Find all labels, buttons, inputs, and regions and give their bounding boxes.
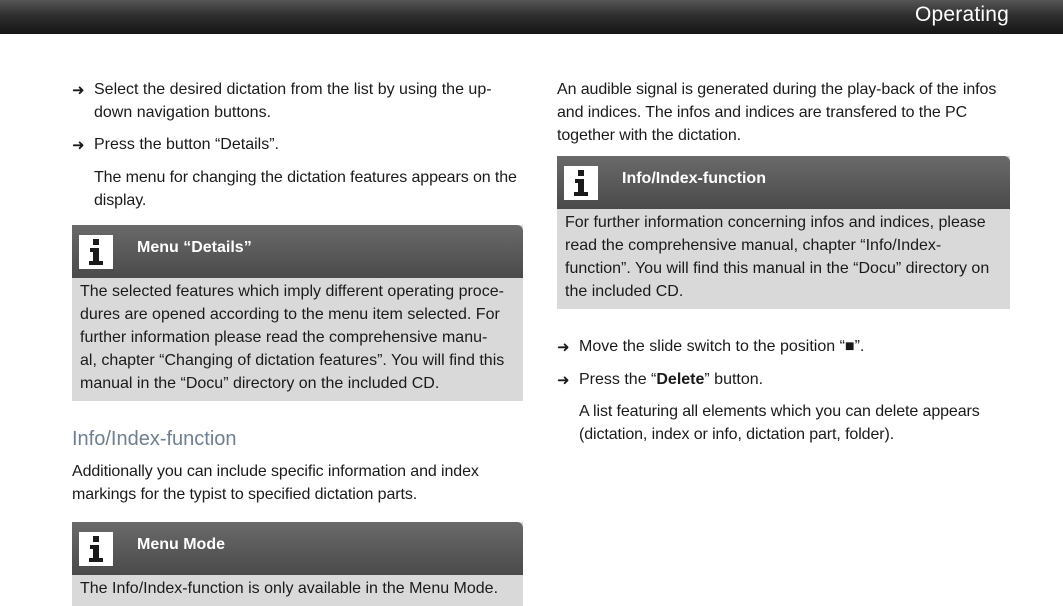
infobox-line: function”. You will find this manual in the “Docu” directory on [565,260,990,277]
paragraph-line: and indices. The infos and indices are transfered to the PC [557,104,968,121]
step-press-delete [557,368,1010,391]
infobox-line: the included CD. [565,283,684,300]
step-select-dictation [72,78,523,124]
step-text-prefix: Press the “ [579,371,657,388]
delete-label: Delete [656,371,705,388]
arrow-icon: ➜ [557,372,570,389]
paragraph-line: A list featuring all elements which you can delete appears [579,403,980,420]
infobox-body [72,278,523,401]
infobox-line: read the comprehensive manual, chapter “Info/Index- [565,237,942,254]
paragraph-line: An audible signal is generated during the play-back of the infos [557,81,997,98]
infobox-header [72,225,523,278]
step-text: Press the button “Details”. [94,136,279,153]
infobox-body [557,209,1010,309]
info-icon [564,166,598,200]
intro-paragraph [557,78,1010,147]
left-column [72,78,523,606]
infobox-header [557,156,1010,209]
section-heading: Info/Index-function [72,428,237,450]
page-section-title: Operating [914,3,1009,26]
step-result [557,400,1010,446]
infobox-line: al, chapter “Changing of dictation features”. You will find this [80,352,505,369]
step-text: Move the slide switch to the position “■”. [579,338,865,355]
infobox-line: further information please read the comprehensive manu- [80,329,488,346]
infobox-info-index [557,156,1010,309]
paragraph-line: together with the dictation. [557,127,741,144]
step-move-slide-switch [557,335,1010,358]
infobox-line: dures are opened according to the menu item selected. For [80,306,500,323]
paragraph-line: markings for the typist to specified dictation parts. [72,486,418,503]
infobox-line: The selected features which imply different operating proce- [80,283,504,300]
arrow-icon: ➜ [72,82,85,99]
header-bar [0,0,1063,34]
step-result: The menu for changing the dictation features appears on the display. [94,169,517,209]
info-icon [79,532,113,566]
arrow-icon: ➜ [72,137,85,154]
infobox-body [72,575,523,606]
infobox-menu-details [72,225,523,401]
infobox-header [72,522,523,575]
infobox-line: manual in the “Docu” directory on the included CD. [80,375,440,392]
right-column [557,78,1010,446]
infobox-line: For further information concerning infos and indices, please [565,214,986,231]
infobox-title: Info/Index-function [622,170,766,187]
infobox-title: Menu Mode [137,536,225,553]
infobox-title: Menu “Details” [137,239,252,256]
step-press-details [72,133,523,156]
paragraph-line: Additionally you can include specific information and index [72,463,479,480]
paragraph-line: (dictation, index or info, dictation part, folder). [579,426,895,443]
infobox-menu-mode [72,522,523,606]
infobox-line: The Info/Index-function is only available in the Menu Mode. [80,580,499,597]
step-text-suffix: ” button. [704,371,764,388]
section-paragraph [72,460,523,506]
step-text: Select the desired dictation from the list by using the up-down navigation buttons. [94,81,492,121]
info-icon [79,235,113,269]
arrow-icon: ➜ [557,339,570,356]
